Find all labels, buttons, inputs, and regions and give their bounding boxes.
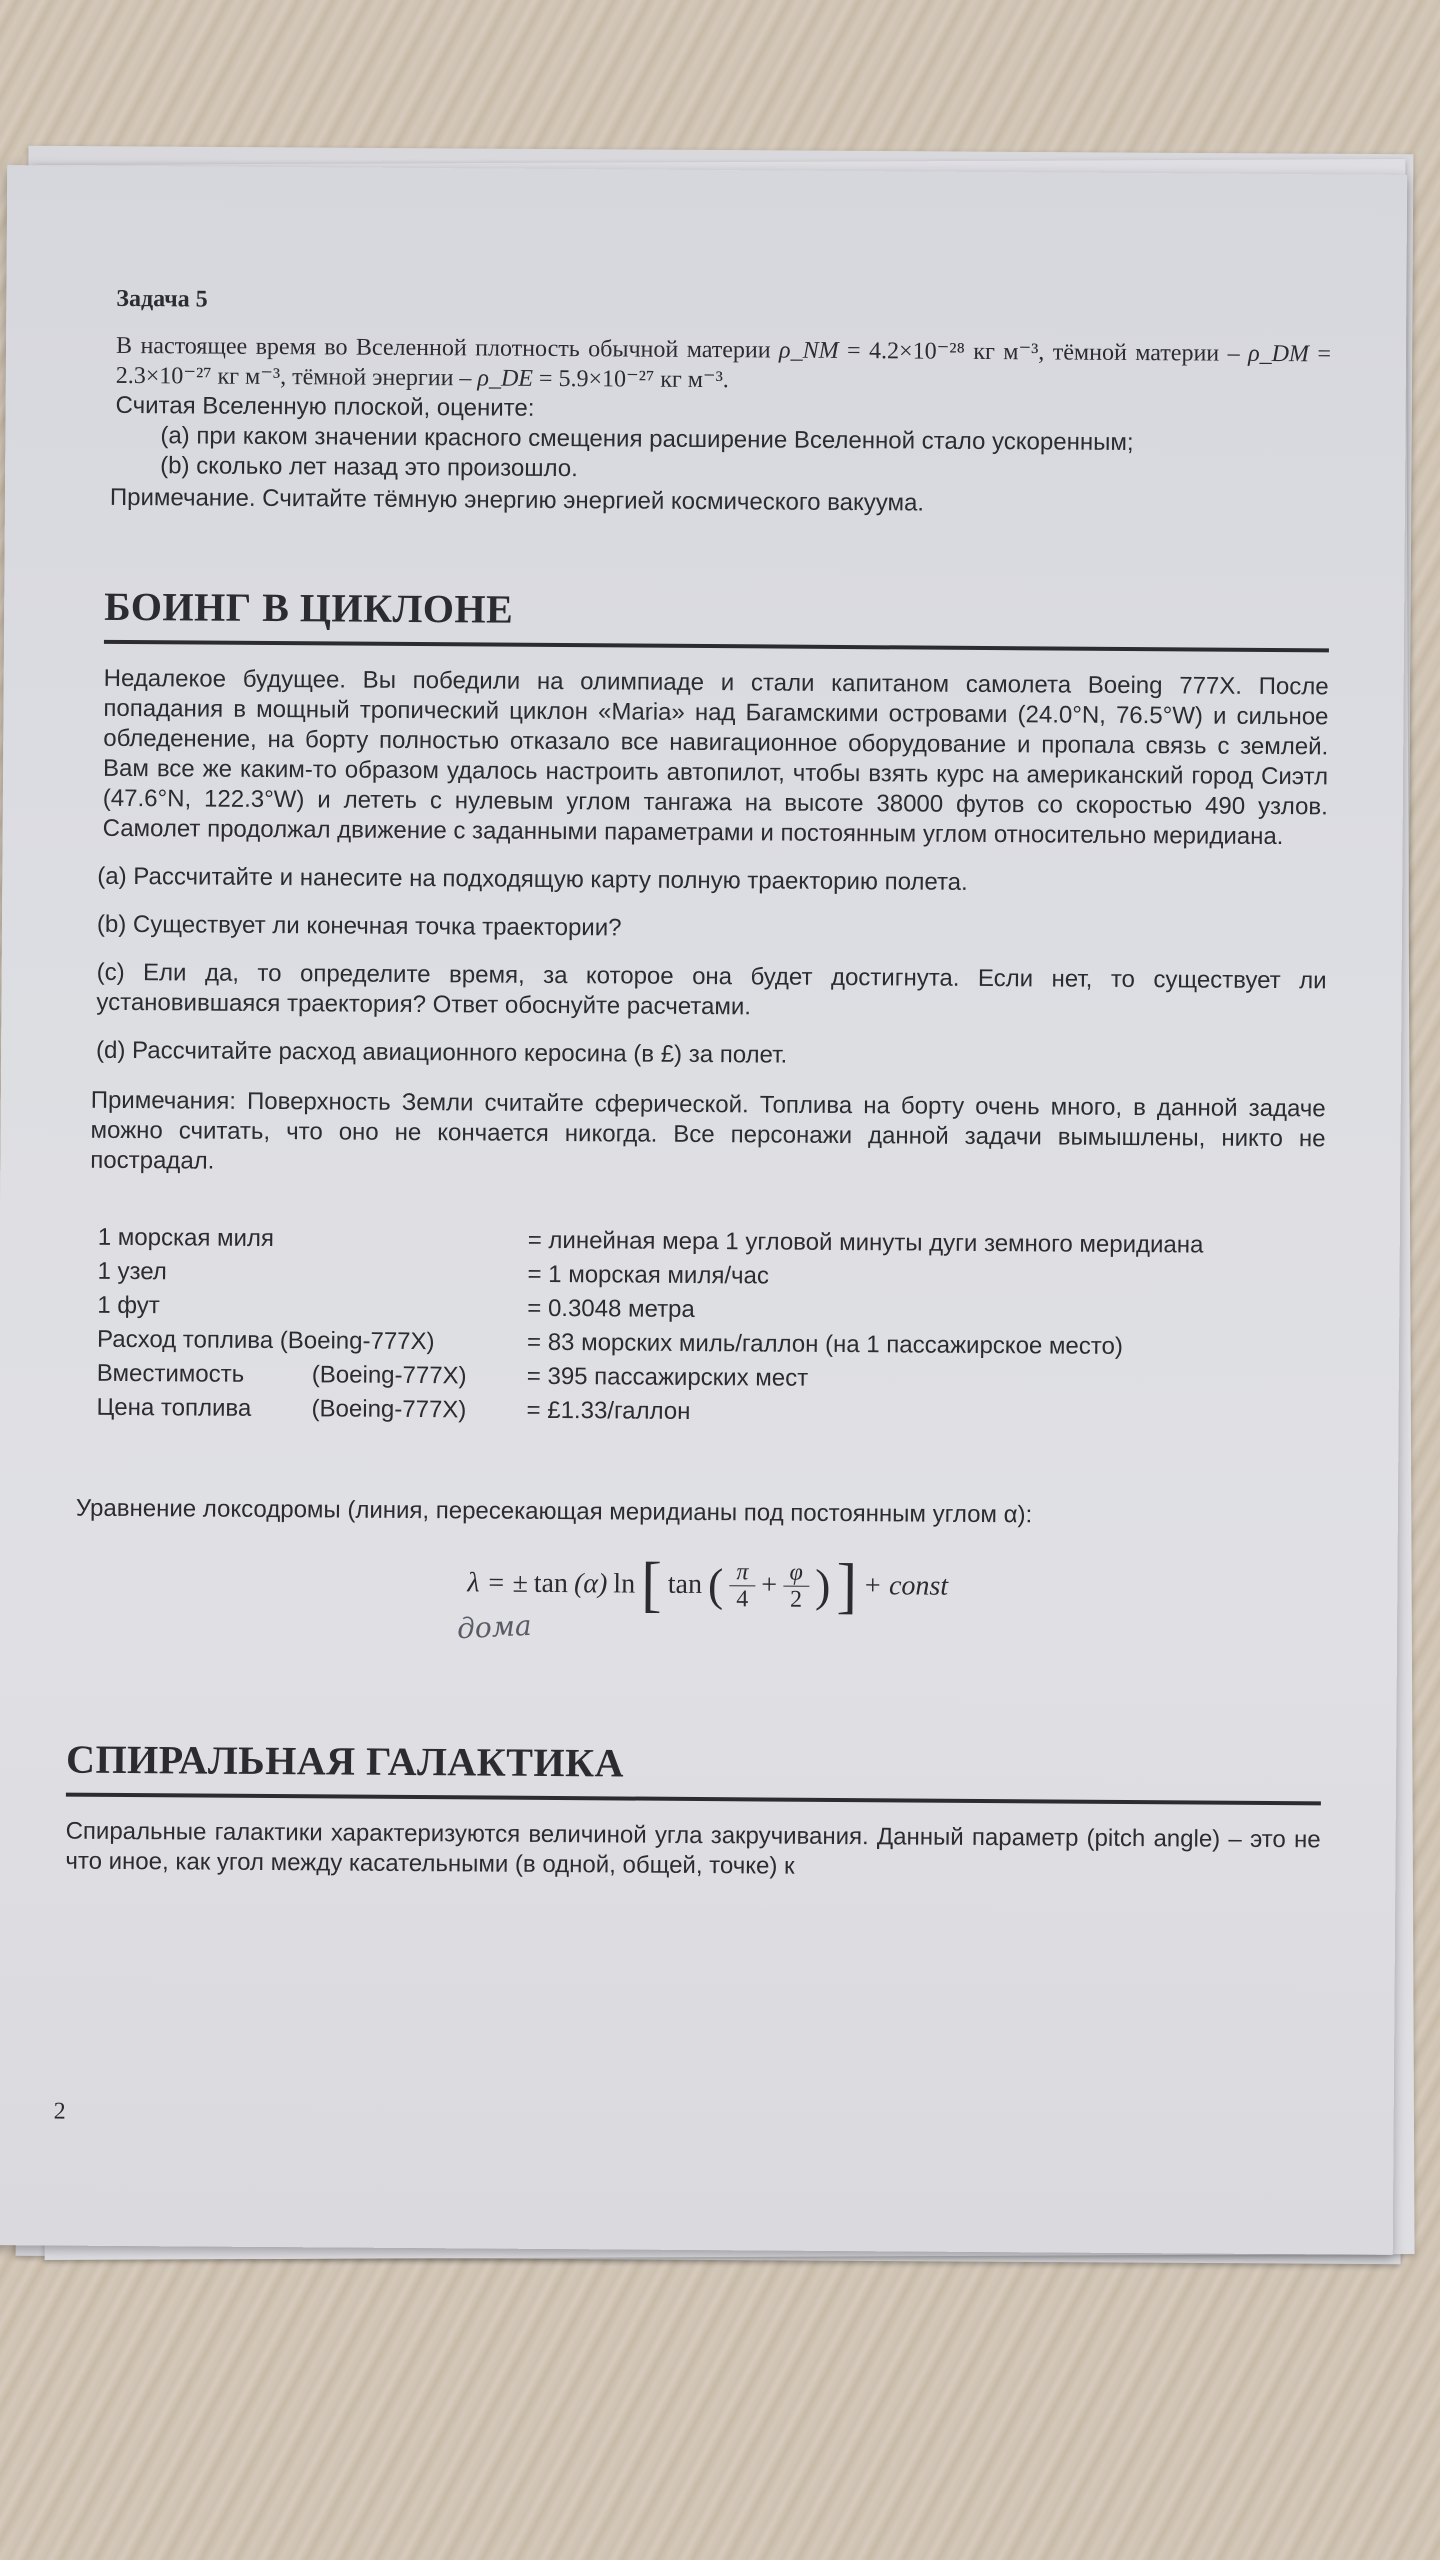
formula-bracket-close: ] (836, 1551, 858, 1621)
page-content (65, 286, 1331, 1886)
formula-lhs: λ = ± (467, 1567, 528, 1599)
task5-text: , тёмной энергии – (280, 364, 478, 392)
task5-intro (116, 331, 1331, 399)
handwritten-note: дома (456, 1608, 533, 1646)
page-number: 2 (53, 2098, 66, 2125)
unit-name: 1 фут (97, 1291, 160, 1320)
document-page (0, 165, 1407, 2255)
units-table (96, 1221, 1203, 1433)
task5-item-a: (a) при каком значении красного смещения расширение Вселенной стало ускоренным; (160, 422, 1134, 457)
question-b: (b) Существует ли конечная точка траектории? (96, 910, 622, 942)
unit-aircraft: (Boeing-777X) (311, 1361, 467, 1390)
fraction-denominator: 2 (789, 1586, 803, 1613)
task5-item-b: (b) сколько лет назад это произошло. (160, 452, 578, 483)
rho-dm-value: = 2.3×10⁻²⁷ кг м⁻³ (115, 341, 1332, 391)
rho-de-symbol: ρ_DE (477, 365, 534, 392)
formula-paren-open: ( (707, 1559, 724, 1611)
unit-name: 1 узел (97, 1257, 167, 1286)
fraction-denominator: 4 (736, 1585, 749, 1612)
question-d: (d) Рассчитайте расход авиационного керосина (в £) за полет. (96, 1036, 788, 1069)
question-c: (c) Ели да, то определите время, за которое она будет достигнута. Если нет, то существует ли установившаяся траектория? Ответ обоснуйте расчетами. (96, 958, 1327, 1021)
task5-section (75, 286, 1332, 522)
task5-text: , тёмной материи – (1038, 339, 1249, 367)
task5-text: В настоящее время во Вселенной плотность обычной материи (115, 332, 780, 364)
formula-fraction-phi-2 (783, 1559, 809, 1612)
unit-value: = 0.3048 метра (527, 1294, 695, 1323)
loxodrome-formula (467, 1543, 1323, 1629)
task5-note: Примечание. Считайте тёмную энергию энергией космического вакуума. (109, 483, 925, 517)
unit-aircraft: (Boeing-777X) (311, 1395, 467, 1424)
unit-name: Расход топлива (Boeing-777X) (96, 1325, 435, 1356)
formula-tan: tan (667, 1568, 703, 1601)
unit-name: Цена топлива (96, 1393, 252, 1422)
unit-name: 1 морская миля (97, 1223, 275, 1253)
loxodrome-caption: Уравнение локсодромы (линия, пересекающая меридианы под постоянным углом α): (75, 1494, 1033, 1529)
formula-const: + const (863, 1570, 949, 1602)
unit-value: = 395 пассажирских мест (526, 1362, 809, 1392)
fraction-numerator: π (736, 1558, 749, 1585)
question-a: (a) Рассчитайте и нанесите на подходящую карту полную траекторию полета. (97, 862, 968, 896)
table-row (96, 1391, 1202, 1433)
task5-title: Задача 5 (116, 285, 208, 313)
unit-value: = 83 морских миль/галлон (на 1 пассажирское место) (526, 1328, 1123, 1360)
formula-tan: tan (533, 1567, 569, 1600)
boeing-section-title: БОИНГ В ЦИКЛОНЕ (104, 583, 514, 632)
formula-paren-close: ) (814, 1559, 831, 1611)
boeing-notes: Примечания: Поверхность Земли считайте сферической. Топлива на борту очень много, в данной задаче можно считать, что оно не кончается никогда. Все персонажи данной задачи вымышлены, никто не пострадал. (90, 1086, 1326, 1175)
rho-nm-value: = 4.2×10⁻²⁸ кг м⁻³ (838, 337, 1039, 366)
boeing-paragraph: Недалекое будущее. Вы победили на олимпиаде и стали капитаном самолета Boeing 777X. После попадания в мощный тропический циклон «Maria» над Багамскими островами (24.0°N, 76.5°W) и сильное обледенение, на борту полностью отказало все навигационное оборудование и пропала связь с землей. Вам все же каким-то образом удалось настроить автопилот, чтобы взять курс на американский город Сиэтл (47.6°N, 122.3°W) и лететь с нулевым углом тангажа на высоте 38000 футов со скоростью 490 узлов. Самолет продолжал движение с заданными параметрами и постоянным углом относительно меридиана. (102, 664, 1329, 851)
formula-plus: + (761, 1569, 778, 1601)
formula-alpha: (α) (573, 1568, 608, 1600)
section-divider (66, 1793, 1321, 1806)
rho-dm-symbol: ρ_DM (1248, 340, 1310, 368)
formula-fraction-pi-4 (729, 1559, 755, 1612)
section-divider (104, 640, 1329, 653)
unit-value: = 1 морская миля/час (527, 1260, 769, 1290)
spiral-section-title: СПИРАЛЬНАЯ ГАЛАКТИКА (65, 1736, 625, 1786)
spiral-paragraph: Спиральные галактики характеризуются величиной угла закручивания. Данный параметр (pitch angle) – это не что иное, как угол между касательными (в одной, общей, точке) к (65, 1817, 1321, 1880)
formula-bracket-open: [ (640, 1550, 663, 1619)
rho-de-value: = 5.9×10⁻²⁷ кг м⁻³ (532, 365, 723, 394)
task5-condition: Считая Вселенную плоской, оцените: (115, 391, 535, 422)
task5-text: . (722, 367, 729, 394)
rho-nm-symbol: ρ_NM (779, 337, 839, 364)
fraction-numerator: φ (789, 1559, 803, 1586)
formula-ln: ln (613, 1568, 636, 1600)
unit-value: = £1.33/галлон (526, 1396, 691, 1425)
unit-name: Вместимость (96, 1359, 245, 1388)
unit-value: = линейная мера 1 угловой минуты дуги земного меридиана (527, 1226, 1204, 1259)
